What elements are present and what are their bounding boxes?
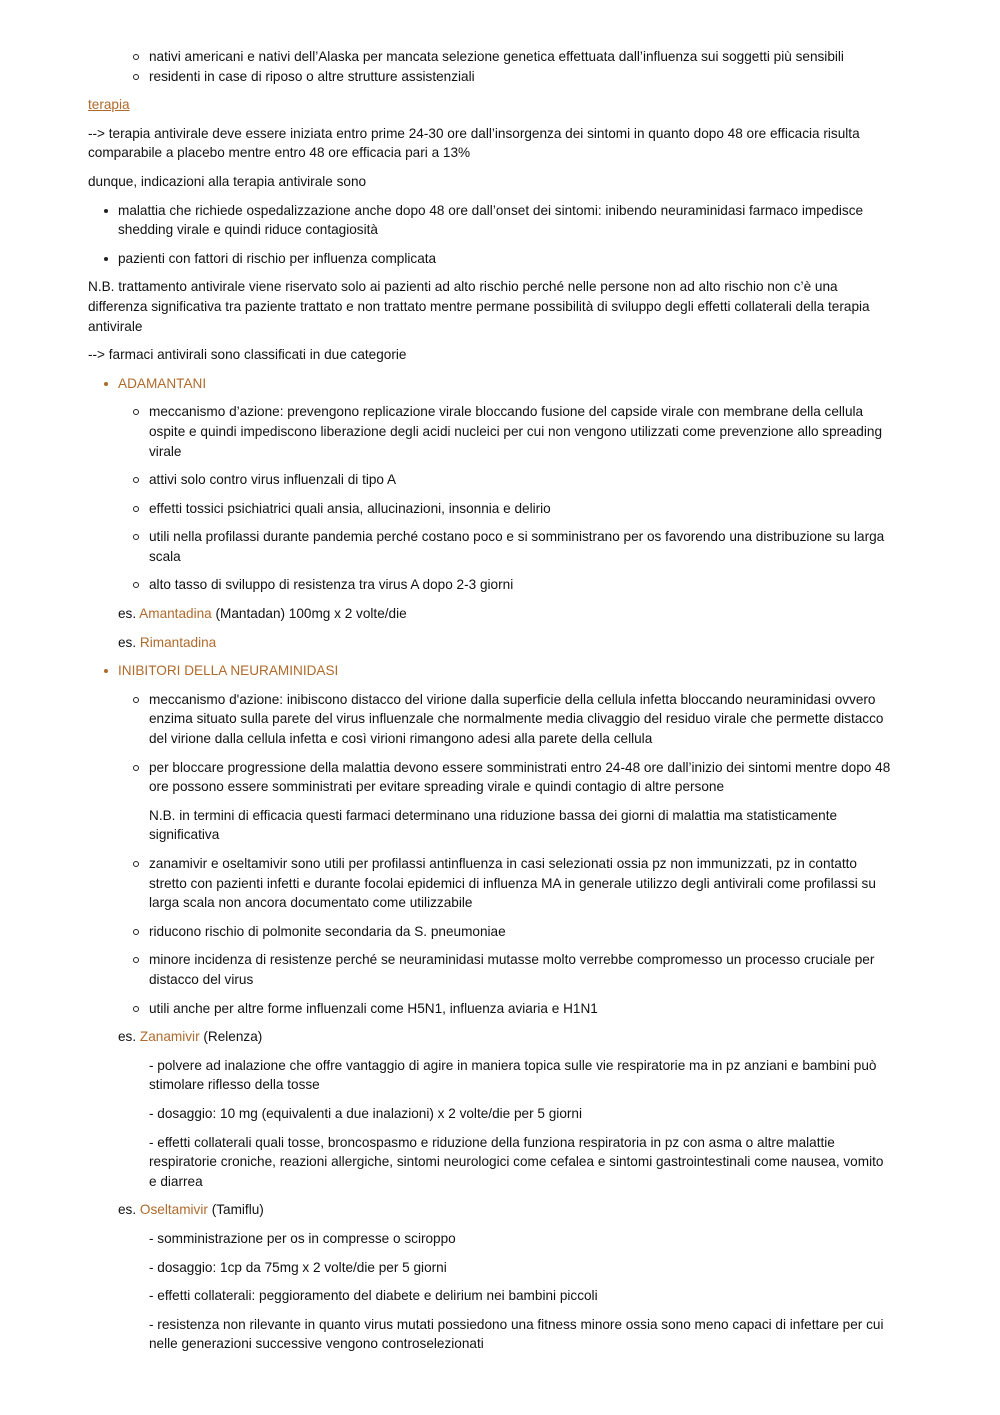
paragraph: --> farmaci antivirali sono classificati in due categorie (88, 347, 407, 363)
drug-detail: - effetti collaterali quali tosse, broncospasmo e riduzione della funziona respiratoria in pz con asma o altre malattie respiratorie croniche, reazioni allergiche, sintomi neurologici come cefalea e sintomi gastrointestinali come nausea, vomito e diarrea (149, 1134, 884, 1189)
category-adamantani (118, 374, 893, 394)
example-rimantadina (118, 633, 893, 653)
list-item: residenti in case di riposo o altre strutture assistenziali (149, 67, 893, 87)
drug-details: (Tamiflu) (211, 1202, 264, 1218)
nb-paragraph: N.B. trattamento antivirale viene riservato solo ai pazienti ad alto rischio perché nelle persone non ad alto rischio non c’è una differenza significativa tra paziente trattato e non trattato mentre permane possibilità di sviluppo degli effetti collaterali della terapia antivirale (88, 279, 870, 334)
drug-details: (Mantadan) 100mg x 2 volte/die (215, 606, 407, 622)
list-item: nativi americani e nativi dell’Alaska per mancata selezione genetica effettuata dall’influenza sui soggetti più sensibili (149, 47, 893, 67)
list-item: alto tasso di sviluppo di resistenza tra virus A dopo 2-3 giorni (149, 575, 893, 595)
example-prefix: es. (118, 606, 137, 622)
example-prefix: es. (118, 634, 137, 650)
drug-detail: - polvere ad inalazione che offre vantaggio di agire in maniera topica sulle vie respiratorie ma in pz anziani e bambini può stimolare riflesso della tosse (149, 1057, 877, 1093)
category-inibitori (118, 661, 893, 681)
terapia-heading-link[interactable]: terapia (88, 97, 130, 113)
drug-name: Rimantadina (139, 634, 217, 650)
paragraph: dunque, indicazioni alla terapia antivirale sono (88, 173, 367, 189)
drug-detail: - somministrazione per os in compresse o sciroppo (149, 1230, 456, 1246)
indications-list (118, 201, 893, 269)
intro-list (149, 47, 893, 86)
drug-detail: - resistenza non rilevante in quanto virus mutati possiedono una fitness minore ossia sono meno capaci di infettare per cui nelle generazioni successive vengono controselezionati (149, 1316, 884, 1352)
drug-details: (Relenza) (203, 1029, 263, 1045)
list-item: meccanismo d'azione: inibiscono distacco del virione dalla superficie della cellula infetta bloccando neuraminidasi ovvero enzima situato sulla parete del virus influenzale che normalmente media clivaggio del residuo virale che permette distacco del virione dalla cellula infetta e così virioni rimangono adesi alla parete della cellula (149, 690, 893, 749)
drug-name: Zanamivir (139, 1029, 200, 1045)
inibitori-list (149, 690, 893, 1018)
categories-list (118, 374, 893, 394)
document-page (88, 47, 893, 1363)
paragraph: --> terapia antivirale deve essere iniziata entro prime 24-30 ore dall’insorgenza dei sintomi in quanto dopo 48 ore efficacia risulta comparabile a placebo mentre entro 48 ore efficacia pari a 13% (88, 125, 860, 161)
nb-paragraph: N.B. in termini di efficacia questi farmaci determinano una riduzione bassa dei giorni di malattia ma statisticamente significativa (149, 807, 838, 843)
list-item: malattia che richiede ospedalizzazione anche dopo 48 ore dall’onset dei sintomi: inibendo neuraminidasi farmaco impedisce shedding virale e quindi riduce contagiosità (118, 201, 893, 240)
list-item: riducono rischio di polmonite secondaria da S. pneumoniae (149, 922, 893, 942)
category-title: INIBITORI DELLA NEURAMINIDASI (118, 663, 339, 679)
list-item-text: per bloccare progressione della malattia devono essere somministrati entro 24-48 ore dall’inizio dei sintomi mentre dopo 48 ore possono essere somministrati per evitare spreading virale e quindi contagio di altre persone (149, 759, 891, 795)
drug-name: Oseltamivir (139, 1202, 208, 1218)
drug-detail: - dosaggio: 10 mg (equivalenti a due inalazioni) x 2 volte/die per 5 giorni (149, 1105, 582, 1121)
list-item: utili nella profilassi durante pandemia perché costano poco e si somministrano per os favorendo una distribuzione su larga scala (149, 527, 893, 566)
example-oseltamivir (118, 1200, 893, 1220)
list-item: attivi solo contro virus influenzali di tipo A (149, 470, 893, 490)
list-item: minore incidenza di resistenze perché se neuraminidasi mutasse molto verrebbe compromesso un processo cruciale per distacco del virus (149, 950, 893, 989)
list-item: pazienti con fattori di rischio per influenza complicata (118, 249, 893, 269)
example-prefix: es. (118, 1202, 137, 1218)
list-item: effetti tossici psichiatrici quali ansia, allucinazioni, insonnia e delirio (149, 499, 893, 519)
drug-detail: - effetti collaterali: peggioramento del diabete e delirium nei bambini piccoli (149, 1288, 598, 1304)
example-prefix: es. (118, 1029, 137, 1045)
drug-name: Amantadina (139, 606, 212, 622)
adamantani-list (149, 402, 893, 595)
categories-list-2 (118, 661, 893, 681)
list-item (149, 758, 893, 845)
drug-detail: - dosaggio: 1cp da 75mg x 2 volte/die per 5 giorni (149, 1259, 447, 1275)
example-amantadina (118, 604, 893, 624)
list-item: zanamivir e oseltamivir sono utili per profilassi antinfluenza in casi selezionati ossia pz non immunizzati, pz in contatto stretto con pazienti infetti e durante focolai epidemici di influenza MA in generale utilizzo degli antivirali come profilassi su larga scala non ancora documentato come utilizzabile (149, 854, 893, 913)
list-item: meccanismo d’azione: prevengono replicazione virale bloccando fusione del capside virale con membrane della cellula ospite e quindi impediscono liberazione degli acidi nucleici per cui non vengono utilizzati come prevenzione allo spreading virale (149, 402, 893, 461)
category-title: ADAMANTANI (118, 375, 207, 391)
list-item: utili anche per altre forme influenzali come H5N1, influenza aviaria e H1N1 (149, 999, 893, 1019)
example-zanamivir (118, 1027, 893, 1047)
